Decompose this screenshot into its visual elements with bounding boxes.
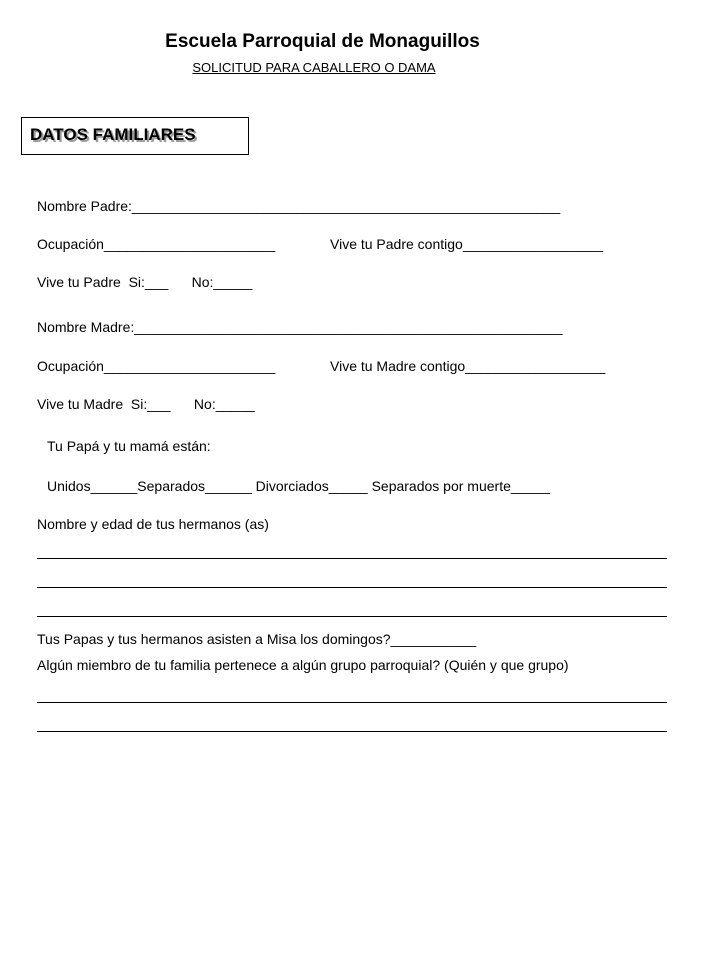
father-lives-with-field[interactable]: Vive tu Padre contigo__________________: [330, 236, 603, 252]
parish-group-line-1[interactable]: [37, 702, 667, 703]
siblings-line-3[interactable]: [37, 616, 667, 617]
mother-alive-field[interactable]: Vive tu Madre Si:___ No:_____: [37, 396, 255, 412]
siblings-label: Nombre y edad de tus hermanos (as): [37, 516, 269, 532]
mother-name-field[interactable]: Nombre Madre:_______________________________________________________: [37, 319, 563, 335]
mother-lives-with-field[interactable]: Vive tu Madre contigo__________________: [330, 358, 606, 374]
siblings-line-1[interactable]: [37, 558, 667, 559]
mother-occupation-field[interactable]: Ocupación______________________: [37, 358, 276, 374]
parish-group-line-2[interactable]: [37, 731, 667, 732]
section-title: DATOS FAMILIARES: [30, 125, 196, 144]
father-alive-field[interactable]: Vive tu Padre Si:___ No:_____: [37, 274, 253, 290]
parents-status-label: Tu Papá y tu mamá están:: [47, 438, 211, 454]
parish-group-question: Algún miembro de tu familia pertenece a algún grupo parroquial? (Quién y que grupo): [37, 657, 569, 673]
siblings-line-2[interactable]: [37, 587, 667, 588]
mass-attendance-field[interactable]: Tus Papas y tus hermanos asisten a Misa los domingos?___________: [37, 631, 477, 647]
father-occupation-field[interactable]: Ocupación______________________: [37, 236, 276, 252]
section-header-box: [21, 117, 249, 155]
father-name-field[interactable]: Nombre Padre:_______________________________________________________: [37, 198, 561, 214]
parents-status-options[interactable]: Unidos______Separados______ Divorciados_____ Separados por muerte_____: [47, 478, 550, 494]
document-title: Escuela Parroquial de Monaguillos: [165, 31, 480, 52]
document-subtitle: SOLICITUD PARA CABALLERO O DAMA: [192, 60, 436, 75]
